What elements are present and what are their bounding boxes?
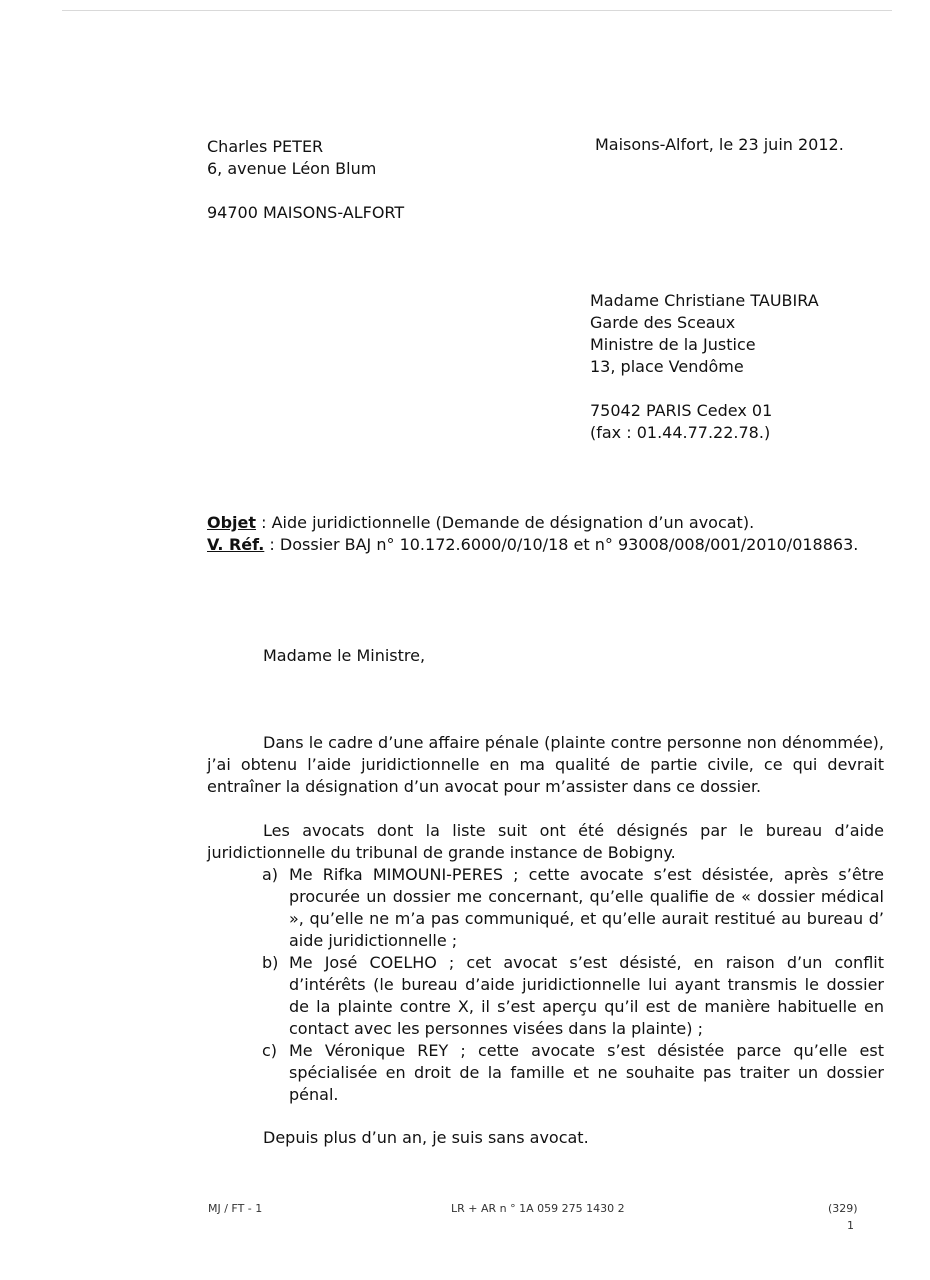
sender-street: 6, avenue Léon Blum bbox=[207, 159, 377, 178]
paragraph-2: Les avocats dont la liste suit ont été désignés par le bureau d’aide juridictionnelle du tribunal de grande instance de Bobigny. bbox=[207, 821, 884, 862]
footer-reference: MJ / FT - 1 bbox=[208, 1202, 263, 1215]
objet-text: : Aide juridictionnelle (Demande de désignation d’un avocat). bbox=[256, 513, 755, 532]
list-marker: b) bbox=[262, 953, 279, 972]
list-item-text: Me José COELHO ; cet avocat s’est désisté, en raison d’un conflit d’intérêts (le bureau d’aide juridictionnelle lui ayant transmis le dossier de la plainte contre X, il s’est aperçu qu’il est de manière habituelle en contact avec les personnes visées dans la plainte) ; bbox=[289, 953, 884, 1038]
reference-line bbox=[207, 534, 858, 556]
sender-address bbox=[207, 136, 376, 180]
footer-registered-mail: LR + AR n ° 1A 059 275 1430 2 bbox=[451, 1202, 625, 1215]
reference-label: V. Réf. bbox=[207, 535, 265, 554]
footer-number: (329) bbox=[828, 1202, 858, 1215]
list-item bbox=[262, 952, 884, 1040]
salutation: Madame le Ministre, bbox=[263, 646, 426, 665]
recipient-fax: (fax : 01.44.77.22.78.) bbox=[590, 423, 771, 442]
recipient-city: 75042 PARIS Cedex 01 bbox=[590, 401, 773, 420]
paragraph-3: Depuis plus d’un an, je suis sans avocat. bbox=[263, 1128, 589, 1147]
list-marker: a) bbox=[262, 865, 279, 884]
scan-top-edge bbox=[62, 10, 892, 11]
paragraph-1: Dans le cadre d’une affaire pénale (plainte contre personne non dénommée), j’ai obtenu l’aide juridictionnelle en ma qualité de partie civile, ce qui devrait entraîner la désignation d’un avocat pour m’assister dans ce dossier. bbox=[207, 733, 884, 796]
lawyer-list bbox=[262, 864, 884, 1106]
recipient-address bbox=[590, 290, 819, 378]
recipient-city-block bbox=[590, 400, 772, 444]
list-item bbox=[262, 1040, 884, 1106]
list-marker: c) bbox=[262, 1041, 278, 1060]
date-line: Maisons-Alfort, le 23 juin 2012. bbox=[595, 135, 844, 154]
recipient-title: Garde des Sceaux bbox=[590, 313, 736, 332]
subject-line bbox=[207, 512, 858, 534]
objet-label: Objet bbox=[207, 513, 257, 532]
recipient-ministry: Ministre de la Justice bbox=[590, 335, 756, 354]
sender-name: Charles PETER bbox=[207, 137, 324, 156]
recipient-street: 13, place Vendôme bbox=[590, 357, 744, 376]
recipient-name: Madame Christiane TAUBIRA bbox=[590, 291, 819, 310]
sender-city: 94700 MAISONS-ALFORT bbox=[207, 203, 405, 222]
list-item-text: Me Véronique REY ; cette avocate s’est désistée parce qu’elle est spécialisée en droit de la famille et ne souhaite pas traiter un dossier pénal. bbox=[289, 1041, 884, 1104]
page-number: 1 bbox=[847, 1219, 854, 1232]
reference-text: : Dossier BAJ n° 10.172.6000/0/10/18 et n° 93008/008/001/2010/018863. bbox=[264, 535, 859, 554]
list-item-text: Me Rifka MIMOUNI-PERES ; cette avocate s’est désistée, après s’être procurée un dossier me concernant, qu’elle qualifie de « dossier médical », qu’elle ne m’a pas communiqué, et qu’elle aurait restitué au bureau d’ aide juridictionnelle ; bbox=[289, 865, 884, 950]
subject-block bbox=[207, 512, 858, 556]
list-item bbox=[262, 864, 884, 952]
